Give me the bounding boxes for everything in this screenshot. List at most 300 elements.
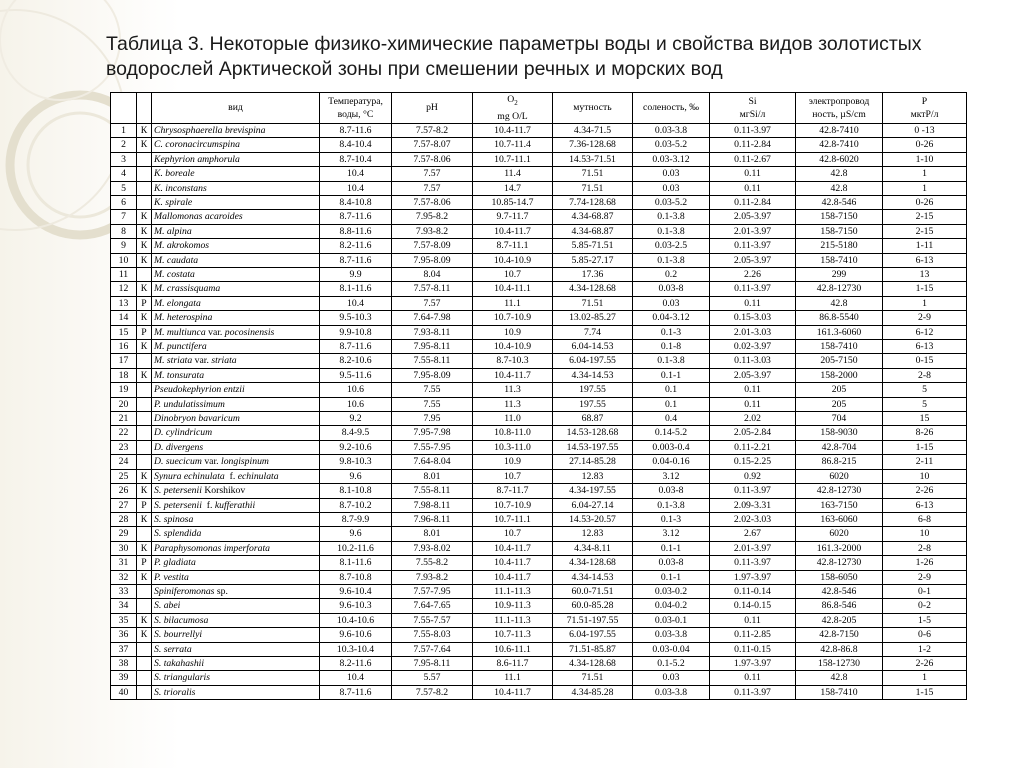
cell-conductivity: 42.8-546 — [796, 584, 883, 598]
cell-mark — [137, 412, 152, 426]
cell-number: 14 — [111, 311, 137, 325]
cell-salinity: 0.03-3.8 — [633, 123, 710, 137]
cell-turbidity: 5.85-27.17 — [553, 253, 633, 267]
cell-conductivity: 42.8-704 — [796, 440, 883, 454]
cell-phosphorus: 1-11 — [883, 239, 967, 253]
cell-salinity: 0.03 — [633, 167, 710, 181]
table-row — [111, 138, 967, 152]
taxon-epithet: longispinum — [221, 456, 269, 468]
cell-silicon: 0.11-2.67 — [710, 152, 796, 166]
cell-silicon: 2.09-3.31 — [710, 498, 796, 512]
cell-silicon: 0.11-0.15 — [710, 642, 796, 656]
cell-number: 36 — [111, 628, 137, 642]
cell-mark: К — [137, 224, 152, 238]
cell-number: 24 — [111, 455, 137, 469]
cell-ph: 7.57-8.2 — [392, 123, 473, 137]
cell-ph: 7.57 — [392, 296, 473, 310]
cell-oxygen: 10.4-11.7 — [473, 224, 553, 238]
cell-temperature: 9.6 — [320, 469, 392, 483]
cell-silicon: 0.11-3.97 — [710, 556, 796, 570]
cell-number: 31 — [111, 556, 137, 570]
cell-turbidity: 12.83 — [553, 527, 633, 541]
cell-mark — [137, 656, 152, 670]
cell-silicon: 2.05-3.97 — [710, 368, 796, 382]
cell-oxygen: 10.4-11.7 — [473, 556, 553, 570]
cell-silicon: 0.02-3.97 — [710, 340, 796, 354]
cell-temperature: 10.4 — [320, 181, 392, 195]
cell-phosphorus: 0-26 — [883, 195, 967, 209]
cell-oxygen: 10.4-11.7 — [473, 685, 553, 699]
cell-salinity: 0.1-1 — [633, 570, 710, 584]
cell-temperature: 10.2-11.6 — [320, 541, 392, 555]
species-name: M. striata — [154, 355, 193, 367]
header-silicon-line2: мгSi/л — [739, 108, 766, 120]
table-row — [111, 541, 967, 555]
cell-number: 30 — [111, 541, 137, 555]
cell-mark — [137, 195, 152, 209]
cell-number: 8 — [111, 224, 137, 238]
cell-turbidity: 6.04-27.14 — [553, 498, 633, 512]
cell-phosphorus: 10 — [883, 527, 967, 541]
table-row — [111, 167, 967, 181]
cell-salinity: 0.03-0.04 — [633, 642, 710, 656]
species-name: M. caudata — [154, 254, 199, 266]
cell-ph: 7.95-8.2 — [392, 210, 473, 224]
table-row — [111, 656, 967, 670]
cell-species — [152, 383, 320, 397]
cell-oxygen: 10.7-10.9 — [473, 311, 553, 325]
cell-turbidity: 4.34-128.68 — [553, 282, 633, 296]
cell-turbidity: 4.34-14.53 — [553, 368, 633, 382]
cell-temperature: 10.6 — [320, 383, 392, 397]
cell-phosphorus: 6-8 — [883, 512, 967, 526]
cell-temperature: 8.2-10.6 — [320, 354, 392, 368]
cell-oxygen: 8.7-11.1 — [473, 239, 553, 253]
cell-turbidity: 71.51 — [553, 671, 633, 685]
cell-turbidity: 71.51 — [553, 181, 633, 195]
cell-oxygen: 10.9-11.3 — [473, 599, 553, 613]
cell-phosphorus: 1-5 — [883, 613, 967, 627]
cell-mark: Р — [137, 556, 152, 570]
table-row — [111, 152, 967, 166]
cell-phosphorus: 6-12 — [883, 325, 967, 339]
cell-species — [152, 340, 320, 354]
cell-conductivity: 299 — [796, 268, 883, 282]
header-mark — [137, 93, 152, 124]
cell-number: 18 — [111, 368, 137, 382]
cell-salinity: 0.2 — [633, 268, 710, 282]
cell-temperature: 9.5-10.3 — [320, 311, 392, 325]
species-name: S. abei — [154, 600, 181, 612]
species-qualifier: Korshikov — [201, 485, 246, 497]
species-name: M. tonsurata — [154, 369, 205, 381]
cell-silicon: 2.67 — [710, 527, 796, 541]
cell-species — [152, 685, 320, 699]
cell-turbidity: 14.53-71.51 — [553, 152, 633, 166]
cell-conductivity: 205-7150 — [796, 354, 883, 368]
cell-number: 26 — [111, 484, 137, 498]
table-row — [111, 469, 967, 483]
cell-salinity: 0.03-0.1 — [633, 613, 710, 627]
species-name: Paraphysomonas imperforata — [154, 542, 270, 554]
cell-temperature: 8.7-10.8 — [320, 570, 392, 584]
cell-conductivity: 42.8 — [796, 181, 883, 195]
header-turbidity: мутность — [553, 93, 633, 124]
cell-mark: К — [137, 469, 152, 483]
cell-oxygen: 8.7-10.3 — [473, 354, 553, 368]
cell-oxygen: 11.1-11.3 — [473, 613, 553, 627]
cell-silicon: 2.26 — [710, 268, 796, 282]
cell-phosphorus: 1-10 — [883, 152, 967, 166]
cell-number: 7 — [111, 210, 137, 224]
table-row — [111, 296, 967, 310]
species-name: D. suecicum — [154, 456, 202, 468]
cell-temperature: 9.5-11.6 — [320, 368, 392, 382]
cell-mark: К — [137, 340, 152, 354]
cell-temperature: 8.8-11.6 — [320, 224, 392, 238]
cell-conductivity: 161.3-2000 — [796, 541, 883, 555]
cell-temperature: 8.1-10.8 — [320, 484, 392, 498]
cell-oxygen: 10.4-11.7 — [473, 541, 553, 555]
species-name: M. heterospina — [154, 312, 213, 324]
cell-conductivity: 6020 — [796, 527, 883, 541]
taxon-rank: f. — [224, 470, 238, 482]
cell-phosphorus: 2-8 — [883, 368, 967, 382]
cell-species — [152, 368, 320, 382]
cell-salinity: 0.1-3 — [633, 512, 710, 526]
cell-conductivity: 86.8-5540 — [796, 311, 883, 325]
cell-phosphorus: 8-26 — [883, 426, 967, 440]
cell-oxygen: 11.1-11.3 — [473, 584, 553, 598]
table-row — [111, 397, 967, 411]
cell-species — [152, 512, 320, 526]
cell-silicon: 2.05-2.84 — [710, 426, 796, 440]
species-name: S. petersenii — [154, 485, 202, 497]
cell-phosphorus: 1 — [883, 167, 967, 181]
cell-conductivity: 42.8-6020 — [796, 152, 883, 166]
cell-temperature: 8.2-11.6 — [320, 239, 392, 253]
cell-conductivity: 158-7410 — [796, 253, 883, 267]
cell-phosphorus: 1-15 — [883, 685, 967, 699]
taxon-rank: var. — [201, 456, 221, 468]
header-conductivity-line2: ность, µS/cm — [812, 108, 866, 120]
cell-ph: 7.95-8.11 — [392, 340, 473, 354]
cell-phosphorus: 1-26 — [883, 556, 967, 570]
cell-conductivity: 42.8-205 — [796, 613, 883, 627]
cell-conductivity: 158-2000 — [796, 368, 883, 382]
cell-turbidity: 197.55 — [553, 383, 633, 397]
cell-temperature: 9.6-10.6 — [320, 628, 392, 642]
cell-temperature: 8.1-11.6 — [320, 556, 392, 570]
cell-turbidity: 68.87 — [553, 412, 633, 426]
cell-turbidity: 71.51-197.55 — [553, 613, 633, 627]
table-body — [111, 123, 967, 699]
cell-number: 22 — [111, 426, 137, 440]
cell-mark: Р — [137, 296, 152, 310]
cell-ph: 8.04 — [392, 268, 473, 282]
cell-mark — [137, 397, 152, 411]
cell-turbidity: 4.34-128.68 — [553, 656, 633, 670]
cell-temperature: 8.4-10.4 — [320, 138, 392, 152]
header-oxygen-symbol: O — [507, 94, 515, 105]
cell-ph: 7.55-8.2 — [392, 556, 473, 570]
cell-salinity: 0.03-3.8 — [633, 685, 710, 699]
cell-phosphorus: 1 — [883, 181, 967, 195]
cell-phosphorus: 0-6 — [883, 628, 967, 642]
table-row — [111, 498, 967, 512]
cell-mark — [137, 383, 152, 397]
cell-mark — [137, 440, 152, 454]
cell-oxygen: 10.7 — [473, 527, 553, 541]
cell-conductivity: 42.8-12730 — [796, 484, 883, 498]
cell-conductivity: 86.8-546 — [796, 599, 883, 613]
cell-species — [152, 167, 320, 181]
cell-conductivity: 158-7410 — [796, 340, 883, 354]
cell-temperature: 10.3-10.4 — [320, 642, 392, 656]
cell-oxygen: 11.3 — [473, 397, 553, 411]
table-row — [111, 584, 967, 598]
cell-number: 11 — [111, 268, 137, 282]
cell-oxygen: 11.4 — [473, 167, 553, 181]
cell-number: 10 — [111, 253, 137, 267]
cell-species — [152, 152, 320, 166]
cell-salinity: 0.04-3.12 — [633, 311, 710, 325]
species-name: Mallomonas acaroides — [154, 211, 243, 223]
cell-species — [152, 311, 320, 325]
species-name: M. elongata — [154, 297, 201, 309]
cell-silicon: 2.02 — [710, 412, 796, 426]
species-name: K. spirale — [154, 196, 193, 208]
cell-number: 15 — [111, 325, 137, 339]
cell-turbidity: 60.0-85.28 — [553, 599, 633, 613]
cell-temperature: 10.6 — [320, 397, 392, 411]
cell-conductivity: 163-6060 — [796, 512, 883, 526]
cell-ph: 7.93-8.2 — [392, 224, 473, 238]
cell-salinity: 0.03 — [633, 671, 710, 685]
cell-ph: 7.55-7.95 — [392, 440, 473, 454]
cell-mark: К — [137, 541, 152, 555]
cell-silicon: 0.11 — [710, 613, 796, 627]
cell-conductivity: 42.8-86.8 — [796, 642, 883, 656]
cell-mark — [137, 268, 152, 282]
cell-mark: К — [137, 311, 152, 325]
cell-salinity: 0.03-2.5 — [633, 239, 710, 253]
cell-salinity: 3.12 — [633, 469, 710, 483]
cell-turbidity: 13.02-85.27 — [553, 311, 633, 325]
cell-ph: 7.93-8.11 — [392, 325, 473, 339]
table-row — [111, 628, 967, 642]
cell-phosphorus: 0-26 — [883, 138, 967, 152]
cell-conductivity: 158-12730 — [796, 656, 883, 670]
cell-temperature: 8.7-10.2 — [320, 498, 392, 512]
species-name: S. triangularis — [154, 672, 210, 684]
parameters-table — [110, 92, 967, 700]
cell-species — [152, 412, 320, 426]
cell-ph: 8.01 — [392, 469, 473, 483]
cell-ph: 7.57-8.07 — [392, 138, 473, 152]
cell-species — [152, 556, 320, 570]
table-row — [111, 527, 967, 541]
cell-oxygen: 8.6-11.7 — [473, 656, 553, 670]
taxon-epithet: pocosinensis — [224, 326, 275, 338]
taxon-rank: var. — [205, 326, 225, 338]
cell-phosphorus: 1 — [883, 296, 967, 310]
cell-conductivity: 42.8-7410 — [796, 123, 883, 137]
cell-salinity: 0.1-3.8 — [633, 253, 710, 267]
cell-ph: 7.55-8.11 — [392, 484, 473, 498]
species-qualifier — [206, 327, 275, 338]
cell-conductivity: 42.8-12730 — [796, 282, 883, 296]
cell-species — [152, 296, 320, 310]
header-conductivity — [796, 93, 883, 124]
cell-turbidity: 71.51 — [553, 296, 633, 310]
cell-temperature: 8.7-11.6 — [320, 685, 392, 699]
cell-ph: 7.57-8.06 — [392, 195, 473, 209]
cell-turbidity: 14.53-20.57 — [553, 512, 633, 526]
species-name: S. petersenii — [154, 499, 202, 511]
cell-temperature: 10.4-10.6 — [320, 613, 392, 627]
cell-turbidity: 7.74-128.68 — [553, 195, 633, 209]
cell-number: 20 — [111, 397, 137, 411]
species-qualifier — [202, 500, 255, 511]
cell-salinity: 0.03-8 — [633, 484, 710, 498]
cell-number: 19 — [111, 383, 137, 397]
species-name: S. takahashii — [154, 657, 205, 669]
cell-salinity: 0.03-3.8 — [633, 628, 710, 642]
cell-phosphorus: 2-8 — [883, 541, 967, 555]
cell-silicon: 0.14-0.15 — [710, 599, 796, 613]
table-row — [111, 412, 967, 426]
cell-salinity: 0.03-8 — [633, 282, 710, 296]
cell-phosphorus: 5 — [883, 397, 967, 411]
header-oxygen-unit: mg O/L — [497, 110, 528, 122]
cell-oxygen: 14.7 — [473, 181, 553, 195]
cell-salinity: 0.4 — [633, 412, 710, 426]
cell-mark: К — [137, 239, 152, 253]
cell-mark: К — [137, 512, 152, 526]
cell-turbidity: 4.34-71.5 — [553, 123, 633, 137]
cell-phosphorus: 2-26 — [883, 484, 967, 498]
cell-ph: 7.64-7.65 — [392, 599, 473, 613]
cell-silicon: 0.11-3.97 — [710, 282, 796, 296]
cell-temperature: 9.9-10.8 — [320, 325, 392, 339]
cell-silicon: 0.92 — [710, 469, 796, 483]
species-qualifier — [202, 456, 269, 467]
table-row — [111, 354, 967, 368]
cell-silicon: 0.11-3.03 — [710, 354, 796, 368]
cell-ph: 8.01 — [392, 527, 473, 541]
cell-ph: 7.55 — [392, 383, 473, 397]
cell-ph: 7.55-8.03 — [392, 628, 473, 642]
cell-species — [152, 527, 320, 541]
cell-species — [152, 268, 320, 282]
cell-salinity: 0.003-0.4 — [633, 440, 710, 454]
cell-temperature: 8.7-11.6 — [320, 210, 392, 224]
cell-turbidity: 14.53-197.55 — [553, 440, 633, 454]
cell-number: 21 — [111, 412, 137, 426]
cell-mark: Р — [137, 325, 152, 339]
cell-salinity: 0.1-3 — [633, 325, 710, 339]
cell-species — [152, 484, 320, 498]
cell-species — [152, 440, 320, 454]
table-row — [111, 282, 967, 296]
table-row — [111, 512, 967, 526]
cell-silicon: 0.11 — [710, 167, 796, 181]
cell-species — [152, 570, 320, 584]
cell-conductivity: 42.8-12730 — [796, 556, 883, 570]
species-name: M. crassisquama — [154, 283, 221, 295]
cell-phosphorus: 6-13 — [883, 253, 967, 267]
cell-salinity: 0.1-3.8 — [633, 210, 710, 224]
cell-turbidity: 5.85-71.51 — [553, 239, 633, 253]
cell-ph: 7.55 — [392, 397, 473, 411]
cell-silicon: 2.02-3.03 — [710, 512, 796, 526]
cell-ph: 7.95-8.09 — [392, 253, 473, 267]
cell-species — [152, 498, 320, 512]
cell-number: 4 — [111, 167, 137, 181]
header-number — [111, 93, 137, 124]
cell-ph: 7.57-7.64 — [392, 642, 473, 656]
cell-silicon: 2.05-3.97 — [710, 253, 796, 267]
species-name: M. costata — [154, 269, 195, 280]
cell-ph: 7.93-8.02 — [392, 541, 473, 555]
cell-silicon: 0.11-2.84 — [710, 138, 796, 152]
cell-number: 1 — [111, 123, 137, 137]
cell-conductivity: 215-5180 — [796, 239, 883, 253]
cell-silicon: 0.11-3.97 — [710, 484, 796, 498]
cell-species — [152, 426, 320, 440]
taxon-rank: var. — [192, 355, 212, 367]
table-row — [111, 642, 967, 656]
cell-turbidity: 60.0-71.51 — [553, 584, 633, 598]
cell-oxygen: 10.9 — [473, 325, 553, 339]
species-name: S. bourrellyi — [154, 629, 203, 641]
cell-temperature: 8.2-11.6 — [320, 656, 392, 670]
table-row — [111, 440, 967, 454]
cell-phosphorus: 2-15 — [883, 224, 967, 238]
cell-salinity: 0.03-3.12 — [633, 152, 710, 166]
cell-species — [152, 628, 320, 642]
cell-number: 3 — [111, 152, 137, 166]
cell-phosphorus: 2-9 — [883, 311, 967, 325]
cell-temperature: 8.7-10.4 — [320, 152, 392, 166]
cell-phosphorus: 1-15 — [883, 440, 967, 454]
taxon-epithet: echinulata — [237, 470, 279, 482]
cell-mark — [137, 599, 152, 613]
table-row — [111, 123, 967, 137]
cell-salinity: 0.03-5.2 — [633, 195, 710, 209]
cell-salinity: 0.14-5.2 — [633, 426, 710, 440]
table-row — [111, 556, 967, 570]
cell-mark — [137, 152, 152, 166]
cell-number: 13 — [111, 296, 137, 310]
cell-number: 38 — [111, 656, 137, 670]
cell-species — [152, 469, 320, 483]
cell-oxygen: 10.7 — [473, 469, 553, 483]
table-row — [111, 570, 967, 584]
cell-salinity: 0.03-8 — [633, 556, 710, 570]
species-name: P. vestita — [154, 571, 189, 583]
species-name: Dinobryon bavaricum — [154, 413, 240, 425]
cell-silicon: 0.15-2.25 — [710, 455, 796, 469]
cell-silicon: 0.11-2.21 — [710, 440, 796, 454]
cell-species — [152, 181, 320, 195]
cell-species — [152, 210, 320, 224]
cell-ph: 7.95-8.09 — [392, 368, 473, 382]
cell-mark — [137, 642, 152, 656]
slide-title — [106, 32, 986, 82]
header-silicon — [710, 93, 796, 124]
